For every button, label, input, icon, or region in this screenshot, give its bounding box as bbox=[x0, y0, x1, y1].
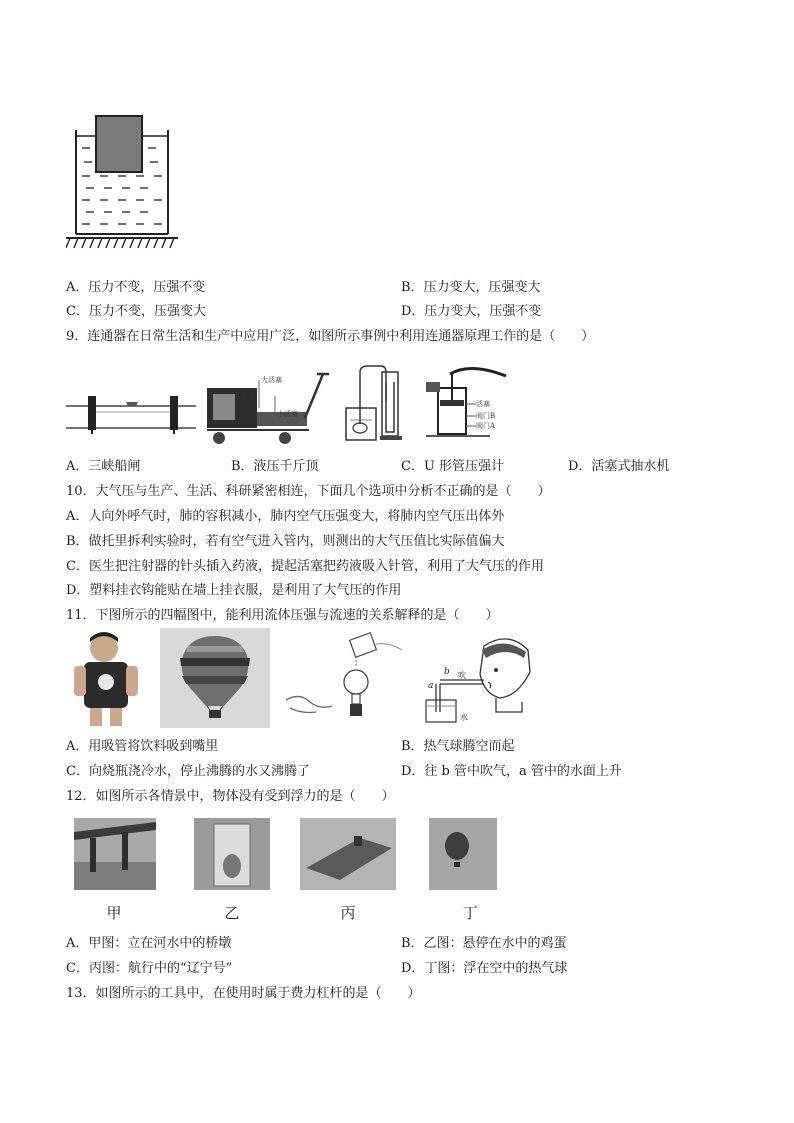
q12-option-c[interactable]: C．丙图：航行中的“辽宁号” bbox=[66, 961, 233, 976]
balloon-in-sky-photo bbox=[429, 818, 497, 890]
tube-label-water: 水 bbox=[460, 713, 468, 722]
q11-option-a[interactable]: A．用吸管将饮料吸到嘴里 bbox=[66, 739, 219, 754]
hot-air-balloon-figure bbox=[160, 628, 270, 728]
tube-label-blow: 吹 bbox=[458, 671, 466, 680]
u-tube-manometer-figure bbox=[340, 362, 410, 446]
q9-option-d[interactable]: D．活塞式抽水机 bbox=[568, 459, 670, 474]
q12-option-a[interactable]: A．甲图：立在河水中的桥墩 bbox=[66, 936, 232, 951]
tube-label-b: b bbox=[444, 667, 450, 677]
q8-option-c[interactable]: C．压力不变，压强变大 bbox=[66, 304, 206, 319]
q9-option-b[interactable]: B．液压千斤顶 bbox=[231, 459, 319, 474]
q9-stem: 9．连通器在日常生活和生产中应用广泛，如图所示事例中利用连通器原理工作的是（ ） bbox=[66, 329, 595, 344]
hydraulic-jack-figure bbox=[205, 368, 335, 450]
q13-stem: 13．如图所示的工具中，在使用时属于费力杠杆的是（ ） bbox=[66, 986, 421, 1001]
tube-label-a: a bbox=[428, 681, 434, 691]
q8-option-b[interactable]: B．压力变大，压强变大 bbox=[401, 280, 541, 295]
caption-yi: 乙 bbox=[224, 904, 240, 922]
q12-option-b[interactable]: B．乙图：悬停在水中的鸡蛋 bbox=[401, 936, 567, 951]
pump-label-valve-b: 阀门B bbox=[476, 412, 496, 420]
pump-label-valve-a: 阀门A bbox=[476, 422, 496, 430]
jack-label-small-piston: 小活塞 bbox=[277, 410, 298, 418]
q11-option-b[interactable]: B．热气球腾空而起 bbox=[401, 739, 515, 754]
caption-ding: 丁 bbox=[462, 904, 478, 922]
piston-pump-figure bbox=[420, 364, 510, 444]
q9-option-a[interactable]: A．三峡船闸 bbox=[66, 459, 141, 474]
q12-stem: 12．如图所示各情景中，物体没有受到浮力的是（ ） bbox=[66, 789, 395, 804]
ship-lock-figure bbox=[66, 378, 196, 438]
q10-stem: 10．大气压与生产、生活、科研紧密相连，下面几个选项中分析不正确的是（ ） bbox=[66, 484, 551, 499]
q11-option-d[interactable]: D．往 b 管中吹气，a 管中的水面上升 bbox=[401, 764, 622, 779]
q12-option-d[interactable]: D．丁图：浮在空中的热气球 bbox=[401, 961, 568, 976]
boy-blowing-tube-figure bbox=[418, 632, 536, 724]
bridge-pier-photo bbox=[74, 818, 156, 890]
q8-option-a[interactable]: A．压力不变，压强不变 bbox=[66, 280, 206, 295]
egg-in-water-photo bbox=[194, 818, 270, 890]
flask-cold-water-figure bbox=[280, 630, 410, 725]
q11-stem: 11．下图所示的四幅图中，能利用流体压强与流速的关系解释的是（ ） bbox=[66, 608, 499, 623]
q10-option-d[interactable]: D．塑料挂衣钩能贴在墙上挂衣服，是利用了大气压的作用 bbox=[66, 583, 402, 598]
caption-jia: 甲 bbox=[106, 904, 122, 922]
q10-option-b[interactable]: B．做托里拆利实验时，若有空气进入管内，则测出的大气压值比实际值偏大 bbox=[66, 534, 505, 549]
jack-label-big-piston: 大活塞 bbox=[261, 376, 282, 384]
q10-option-c[interactable]: C．医生把注射器的针头插入药液，提起活塞把药液吸入针管，利用了大气压的作用 bbox=[66, 559, 544, 574]
beaker-block-figure bbox=[66, 110, 186, 260]
caption-bing: 丙 bbox=[340, 904, 356, 922]
q10-option-a[interactable]: A．人向外呼气时，肺的容积减小，肺内空气压强变大，将肺内空气压出体外 bbox=[66, 509, 505, 524]
q8-option-d[interactable]: D．压力变大，压强不变 bbox=[401, 304, 542, 319]
q11-option-c[interactable]: C．向烧瓶浇冷水，停止沸腾的水又沸腾了 bbox=[66, 764, 310, 779]
jack-label-fulcrum: 支点 bbox=[241, 392, 255, 400]
aircraft-carrier-photo bbox=[300, 818, 396, 890]
boy-drinking-figure bbox=[66, 630, 148, 728]
pump-label-piston: 活塞 bbox=[476, 400, 490, 408]
q9-option-c[interactable]: C．U 形管压强计 bbox=[401, 459, 505, 474]
